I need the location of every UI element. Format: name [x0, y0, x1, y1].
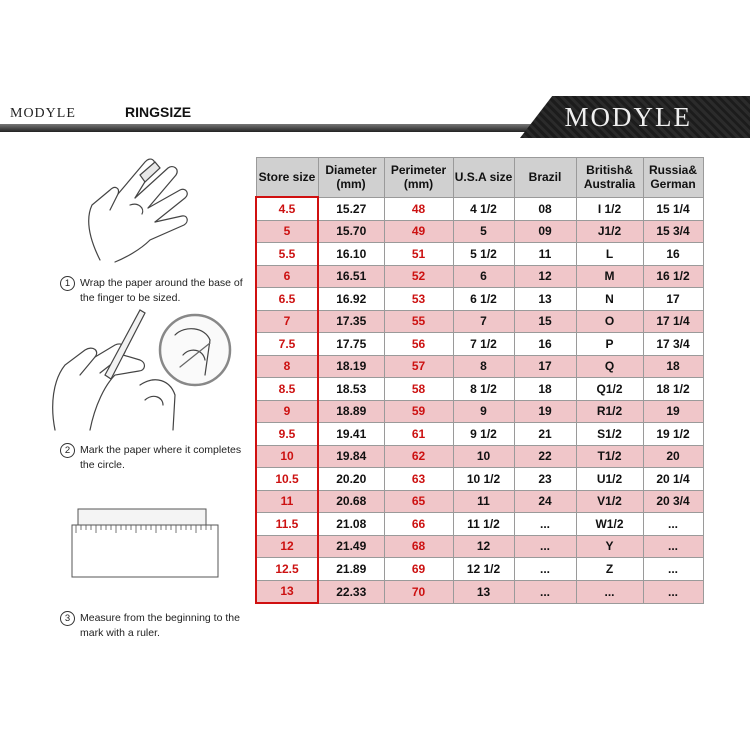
step-1	[60, 276, 250, 306]
cell-store-size: 5.5	[256, 243, 318, 266]
table-row	[256, 535, 703, 558]
cell-diameter: 15.27	[318, 197, 384, 220]
cell-russia-german: 20 1/4	[643, 468, 703, 491]
cell-perimeter: 51	[384, 243, 453, 266]
cell-british-australia: U1/2	[576, 468, 643, 491]
cell-store-size: 7.5	[256, 333, 318, 356]
table-row	[256, 197, 703, 220]
cell-perimeter: 52	[384, 265, 453, 288]
cell-british-australia: Z	[576, 558, 643, 581]
cell-perimeter: 55	[384, 310, 453, 333]
cell-brazil: 12	[514, 265, 576, 288]
cell-perimeter: 57	[384, 355, 453, 378]
cell-british-australia: Y	[576, 535, 643, 558]
column-header-diameter: Diameter (mm)	[318, 158, 384, 198]
cell-diameter: 20.20	[318, 468, 384, 491]
cell-brazil: 09	[514, 220, 576, 243]
cell-russia-german: ...	[643, 513, 703, 536]
step-text: Wrap the paper around the base of the finger to be sized.	[80, 277, 243, 304]
table-row	[256, 400, 703, 423]
cell-store-size: 7	[256, 310, 318, 333]
cell-perimeter: 56	[384, 333, 453, 356]
column-header-british-australia: British& Australia	[576, 158, 643, 198]
cell-perimeter: 69	[384, 558, 453, 581]
cell-russia-german: 16	[643, 243, 703, 266]
cell-brazil: ...	[514, 513, 576, 536]
cell-brazil: 13	[514, 288, 576, 311]
cell-british-australia: M	[576, 265, 643, 288]
column-header-usa-size: U.S.A size	[453, 158, 514, 198]
cell-diameter: 18.89	[318, 400, 384, 423]
cell-brazil: 22	[514, 445, 576, 468]
cell-diameter: 16.92	[318, 288, 384, 311]
ruler-icon	[70, 505, 220, 580]
cell-store-size: 11	[256, 490, 318, 513]
cell-usa-size: 6 1/2	[453, 288, 514, 311]
cell-british-australia: V1/2	[576, 490, 643, 513]
table-row	[256, 558, 703, 581]
cell-russia-german: 19 1/2	[643, 423, 703, 446]
cell-brazil: 15	[514, 310, 576, 333]
cell-british-australia: L	[576, 243, 643, 266]
cell-russia-german: ...	[643, 580, 703, 603]
cell-diameter: 15.70	[318, 220, 384, 243]
column-header-russia-german: Russia& German	[643, 158, 703, 198]
cell-store-size: 10.5	[256, 468, 318, 491]
cell-brazil: ...	[514, 535, 576, 558]
cell-usa-size: 4 1/2	[453, 197, 514, 220]
cell-perimeter: 66	[384, 513, 453, 536]
cell-russia-german: 18 1/2	[643, 378, 703, 401]
hand-mark-icon	[45, 305, 235, 435]
cell-brazil: 08	[514, 197, 576, 220]
table-row	[256, 220, 703, 243]
step-number: 2	[60, 443, 75, 458]
cell-brazil: 11	[514, 243, 576, 266]
cell-russia-german: 17	[643, 288, 703, 311]
cell-store-size: 9.5	[256, 423, 318, 446]
cell-store-size: 11.5	[256, 513, 318, 536]
table-row	[256, 490, 703, 513]
cell-store-size: 13	[256, 580, 318, 603]
cell-brazil: 19	[514, 400, 576, 423]
cell-russia-german: 19	[643, 400, 703, 423]
cell-russia-german: 15 3/4	[643, 220, 703, 243]
cell-british-australia: T1/2	[576, 445, 643, 468]
step-number: 1	[60, 276, 75, 291]
cell-brazil: 17	[514, 355, 576, 378]
cell-british-australia: S1/2	[576, 423, 643, 446]
cell-usa-size: 9	[453, 400, 514, 423]
cell-perimeter: 58	[384, 378, 453, 401]
cell-british-australia: N	[576, 288, 643, 311]
table-row	[256, 288, 703, 311]
cell-perimeter: 65	[384, 490, 453, 513]
cell-store-size: 8.5	[256, 378, 318, 401]
cell-diameter: 18.19	[318, 355, 384, 378]
cell-perimeter: 62	[384, 445, 453, 468]
cell-store-size: 12	[256, 535, 318, 558]
step-3	[60, 611, 250, 641]
cell-russia-german: 20 3/4	[643, 490, 703, 513]
cell-usa-size: 8	[453, 355, 514, 378]
cell-diameter: 16.51	[318, 265, 384, 288]
cell-usa-size: 5	[453, 220, 514, 243]
cell-british-australia: Q1/2	[576, 378, 643, 401]
cell-brazil: 16	[514, 333, 576, 356]
table-row	[256, 513, 703, 536]
cell-store-size: 8	[256, 355, 318, 378]
table-row	[256, 265, 703, 288]
column-header-store-size: Store size	[256, 158, 318, 198]
cell-usa-size: 5 1/2	[453, 243, 514, 266]
cell-diameter: 17.75	[318, 333, 384, 356]
cell-usa-size: 10 1/2	[453, 468, 514, 491]
cell-british-australia: ...	[576, 580, 643, 603]
step-text: Mark the paper where it completes the circle.	[80, 444, 242, 471]
step-number: 3	[60, 611, 75, 626]
cell-diameter: 16.10	[318, 243, 384, 266]
ring-size-table	[255, 157, 704, 604]
step-2	[60, 443, 250, 473]
cell-russia-german: ...	[643, 558, 703, 581]
cell-british-australia: W1/2	[576, 513, 643, 536]
cell-usa-size: 13	[453, 580, 514, 603]
cell-british-australia: P	[576, 333, 643, 356]
cell-russia-german: 15 1/4	[643, 197, 703, 220]
table-row	[256, 333, 703, 356]
table-row	[256, 355, 703, 378]
column-header-brazil: Brazil	[514, 158, 576, 198]
table-row	[256, 468, 703, 491]
cell-perimeter: 48	[384, 197, 453, 220]
cell-british-australia: O	[576, 310, 643, 333]
cell-store-size: 9	[256, 400, 318, 423]
cell-usa-size: 7 1/2	[453, 333, 514, 356]
cell-russia-german: 17 3/4	[643, 333, 703, 356]
table-row	[256, 243, 703, 266]
table-body	[256, 197, 703, 603]
cell-russia-german: 16 1/2	[643, 265, 703, 288]
cell-usa-size: 7	[453, 310, 514, 333]
cell-diameter: 21.08	[318, 513, 384, 536]
cell-brazil: ...	[514, 558, 576, 581]
cell-russia-german: 18	[643, 355, 703, 378]
cell-usa-size: 11 1/2	[453, 513, 514, 536]
cell-perimeter: 70	[384, 580, 453, 603]
header-banner	[0, 96, 750, 138]
cell-british-australia: I 1/2	[576, 197, 643, 220]
cell-russia-german: 20	[643, 445, 703, 468]
cell-diameter: 21.89	[318, 558, 384, 581]
cell-store-size: 4.5	[256, 197, 318, 220]
cell-diameter: 22.33	[318, 580, 384, 603]
cell-perimeter: 63	[384, 468, 453, 491]
table-row	[256, 580, 703, 603]
cell-british-australia: J1/2	[576, 220, 643, 243]
cell-usa-size: 12 1/2	[453, 558, 514, 581]
hand-wrap-icon	[70, 150, 210, 270]
cell-british-australia: R1/2	[576, 400, 643, 423]
cell-perimeter: 68	[384, 535, 453, 558]
cell-diameter: 21.49	[318, 535, 384, 558]
cell-usa-size: 6	[453, 265, 514, 288]
cell-brazil: 18	[514, 378, 576, 401]
table-row	[256, 423, 703, 446]
table-row	[256, 445, 703, 468]
cell-brazil: 21	[514, 423, 576, 446]
cell-brazil: 24	[514, 490, 576, 513]
table-row	[256, 378, 703, 401]
cell-perimeter: 49	[384, 220, 453, 243]
cell-usa-size: 10	[453, 445, 514, 468]
page-title: RINGSIZE	[125, 104, 192, 120]
brand-logo-small: MODYLE	[10, 106, 76, 121]
cell-brazil: ...	[514, 580, 576, 603]
cell-usa-size: 9 1/2	[453, 423, 514, 446]
cell-store-size: 6	[256, 265, 318, 288]
column-header-perimeter: Perimeter (mm)	[384, 158, 453, 198]
cell-perimeter: 53	[384, 288, 453, 311]
cell-diameter: 20.68	[318, 490, 384, 513]
cell-store-size: 10	[256, 445, 318, 468]
cell-russia-german: 17 1/4	[643, 310, 703, 333]
cell-store-size: 5	[256, 220, 318, 243]
cell-russia-german: ...	[643, 535, 703, 558]
table-header-row	[256, 158, 703, 198]
cell-diameter: 17.35	[318, 310, 384, 333]
cell-diameter: 19.41	[318, 423, 384, 446]
cell-brazil: 23	[514, 468, 576, 491]
cell-diameter: 18.53	[318, 378, 384, 401]
cell-store-size: 12.5	[256, 558, 318, 581]
cell-diameter: 19.84	[318, 445, 384, 468]
cell-usa-size: 11	[453, 490, 514, 513]
table-row	[256, 310, 703, 333]
cell-perimeter: 59	[384, 400, 453, 423]
cell-british-australia: Q	[576, 355, 643, 378]
cell-usa-size: 12	[453, 535, 514, 558]
cell-usa-size: 8 1/2	[453, 378, 514, 401]
brand-logo-large: MODYLE	[564, 102, 692, 132]
step-text: Measure from the beginning to the mark with a ruler.	[80, 612, 240, 639]
cell-store-size: 6.5	[256, 288, 318, 311]
cell-perimeter: 61	[384, 423, 453, 446]
